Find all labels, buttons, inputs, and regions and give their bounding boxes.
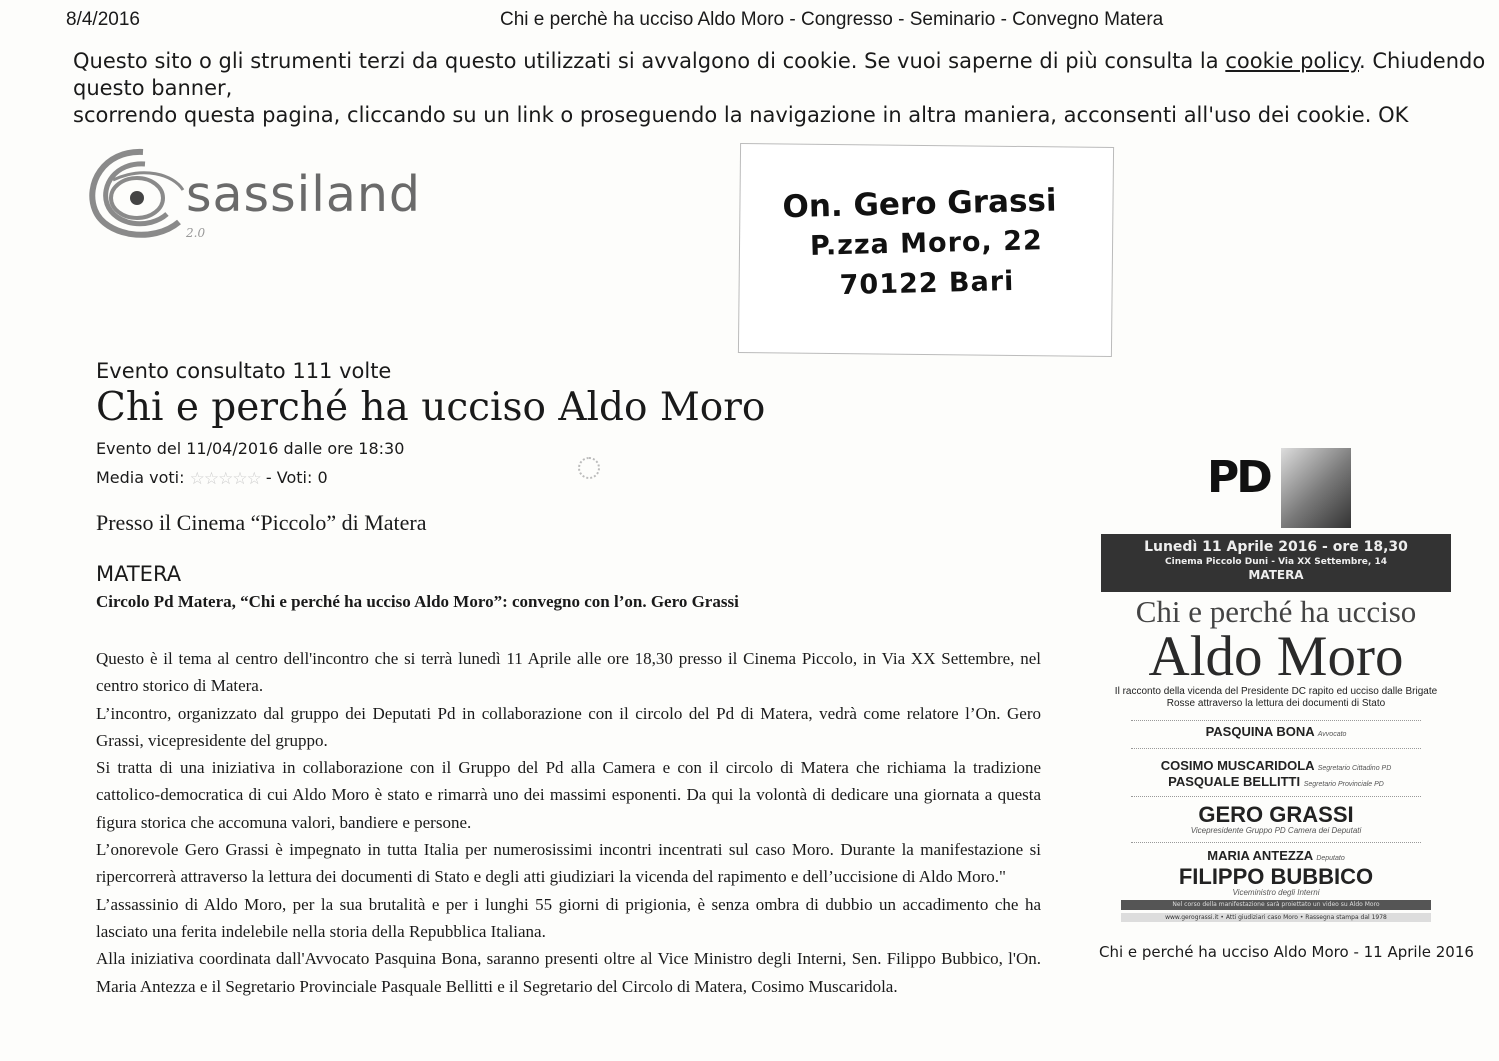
portrait-image <box>1281 448 1351 528</box>
speaker-role: Viceministro degli Interni <box>1232 888 1320 897</box>
divider <box>1131 720 1421 721</box>
article-body <box>96 645 1041 1000</box>
stamp-name: On. Gero Grassi <box>782 182 1057 226</box>
cookie-text: Questo sito o gli strumenti terzi da questo utilizzati si avvalgono di cookie. Se vuoi saperne di più consulta la <box>73 49 1226 73</box>
rating-stars-icon[interactable]: ☆☆☆☆☆ <box>189 469 261 489</box>
speaker-muscaridola <box>1101 758 1451 773</box>
speaker-role: Segretario Provinciale PD <box>1303 781 1384 788</box>
view-count: Evento consultato 111 volte <box>96 359 392 383</box>
event-poster[interactable] <box>1101 448 1451 928</box>
speaker-role: Deputato <box>1316 855 1345 862</box>
article-subtitle: Circolo Pd Matera, “Chi e perché ha ucciso Aldo Moro”: convegno con l’on. Gero Grassi <box>96 592 739 611</box>
event-venue: Presso il Cinema “Piccolo” di Matera <box>96 510 427 535</box>
speaker-name: MARIA ANTEZZA <box>1207 848 1313 863</box>
pd-logo: PD <box>1207 452 1270 503</box>
vote-count: - Voti: 0 <box>265 468 328 487</box>
divider <box>1131 748 1421 749</box>
rating-label: Media voti: <box>96 468 185 487</box>
paragraph: L’incontro, organizzato dal gruppo dei Deputati Pd in collaborazione con il circolo del Pd di Matera, vedrà come relatore l’On. Gero Grassi, vicepresidente del gruppo. <box>96 703 1041 750</box>
paragraph: Questo è il tema al centro dell'incontro che si terrà lunedì 11 Aprile alle ore 18,30 presso il Cinema Piccolo, in Via XX Settembre, nel centro storico di Matera. <box>96 649 1041 696</box>
poster-city: MATERA <box>1248 568 1304 582</box>
speaker-antezza <box>1101 848 1451 863</box>
stamp-street: P.zza Moro, 22 <box>809 225 1044 262</box>
poster-footer-links: www.gerograssi.it • Atti giudiziari caso Moro • Rassegna stampa dal 1978 <box>1121 913 1431 922</box>
speaker-role: Segretario Cittadino PD <box>1317 765 1392 772</box>
speaker-bona <box>1101 724 1451 739</box>
cookie-banner <box>73 48 1493 129</box>
speaker-role: Avvocato <box>1317 731 1347 738</box>
event-title: Chi e perché ha ucciso Aldo Moro <box>96 385 766 430</box>
speaker-name: PASQUALE BELLITTI <box>1168 774 1301 789</box>
cookie-policy-link[interactable]: cookie policy <box>1225 49 1359 73</box>
poster-date-band <box>1101 534 1451 592</box>
poster-title-line1: Chi e perché ha ucciso <box>1135 594 1417 629</box>
logo-name: sassiland <box>186 166 422 223</box>
paragraph: L’assassinio di Aldo Moro, per la sua brutalità e per i lunghi 55 giorni di prigionia, è senza ombra di dubbio un accadimento che ha lasciato una ferita indelebile nella storia della Repubblica Italiana. <box>96 894 1041 941</box>
cookie-text-cont: . Chiudendo questo banner, <box>73 49 1486 100</box>
cookie-ok-button[interactable]: OK <box>1378 103 1409 127</box>
speaker-name: PASQUINA BONA <box>1205 724 1315 739</box>
address-stamp <box>739 144 1113 356</box>
poster-place: Cinema Piccolo Duni - Via XX Settembre, 14 <box>1165 557 1387 567</box>
loading-spinner-icon <box>578 457 600 479</box>
divider <box>1131 842 1421 843</box>
print-date: 8/4/2016 <box>66 9 140 30</box>
speaker-bubbico: FILIPPO BUBBICO <box>1178 864 1374 889</box>
poster-caption: Chi e perché ha ucciso Aldo Moro - 11 Aprile 2016 <box>1099 943 1474 961</box>
poster-footer-bar: Nel corso della manifestazione sarà proiettato un video su Aldo Moro <box>1121 900 1431 910</box>
paragraph: Alla iniziativa coordinata dall'Avvocato Pasquina Bona, saranno presenti oltre al Vice Ministro degli Interni, Sen. Filippo Bubbico, l'On. Maria Antezza e il Segretario Provinciale Pasquale Bellitti e il Segretario del Circolo di Matera, Cosimo Muscaridola. <box>96 949 1041 996</box>
print-page-title: Chi e perchè ha ucciso Aldo Moro - Congresso - Seminario - Convegno Matera <box>500 9 1164 30</box>
poster-date: Lunedì 11 Aprile 2016 - ore 18,30 <box>1144 539 1408 555</box>
speaker-bellitti <box>1101 774 1451 789</box>
divider <box>1131 796 1421 797</box>
speaker-name: COSIMO MUSCARIDOLA <box>1160 758 1315 773</box>
logo-version: 2.0 <box>186 226 206 240</box>
paragraph: L’onorevole Gero Grassi è impegnato in tutta Italia per numerosissimi incontri incentrati sul caso Moro. Durante la manifestazione si ripercorrerà attraverso la lettura dei documenti di Stato e degli atti giudiziari la vicenda del rapimento e dell’uccisione di Aldo Moro." <box>96 840 1041 887</box>
poster-title-line2: Aldo Moro <box>1148 625 1404 688</box>
rating-row <box>96 468 328 489</box>
event-city: MATERA <box>96 562 182 586</box>
speaker-role: Vicepresidente Gruppo PD Camera dei Deputati <box>1190 826 1362 835</box>
cookie-text-line3: scorrendo questa pagina, cliccando su un link o proseguendo la navigazione in altra maniera, acconsenti all'uso dei cookie. <box>73 103 1372 127</box>
event-date: Evento del 11/04/2016 dalle ore 18:30 <box>96 439 405 458</box>
stamp-city: 70122 Bari <box>839 265 1015 302</box>
poster-description: Il racconto della vicenda del Presidente DC rapito ed ucciso dalle Brigate Rosse attraverso la lettura dei documenti di Stato <box>1114 686 1438 709</box>
speaker-grassi: GERO GRASSI <box>1198 802 1354 827</box>
paragraph: Si tratta di una iniziativa in collaborazione con il Gruppo del Pd alla Camera e con il circolo di Matera che richiama la tradizione cattolico-democratica di cui Aldo Moro è stato e rimarrà uno dei massimi esponenti. Da qui la volontà di dedicare una giornata a questa figura storica che accomuna valori, bandiere e persone. <box>96 758 1041 832</box>
